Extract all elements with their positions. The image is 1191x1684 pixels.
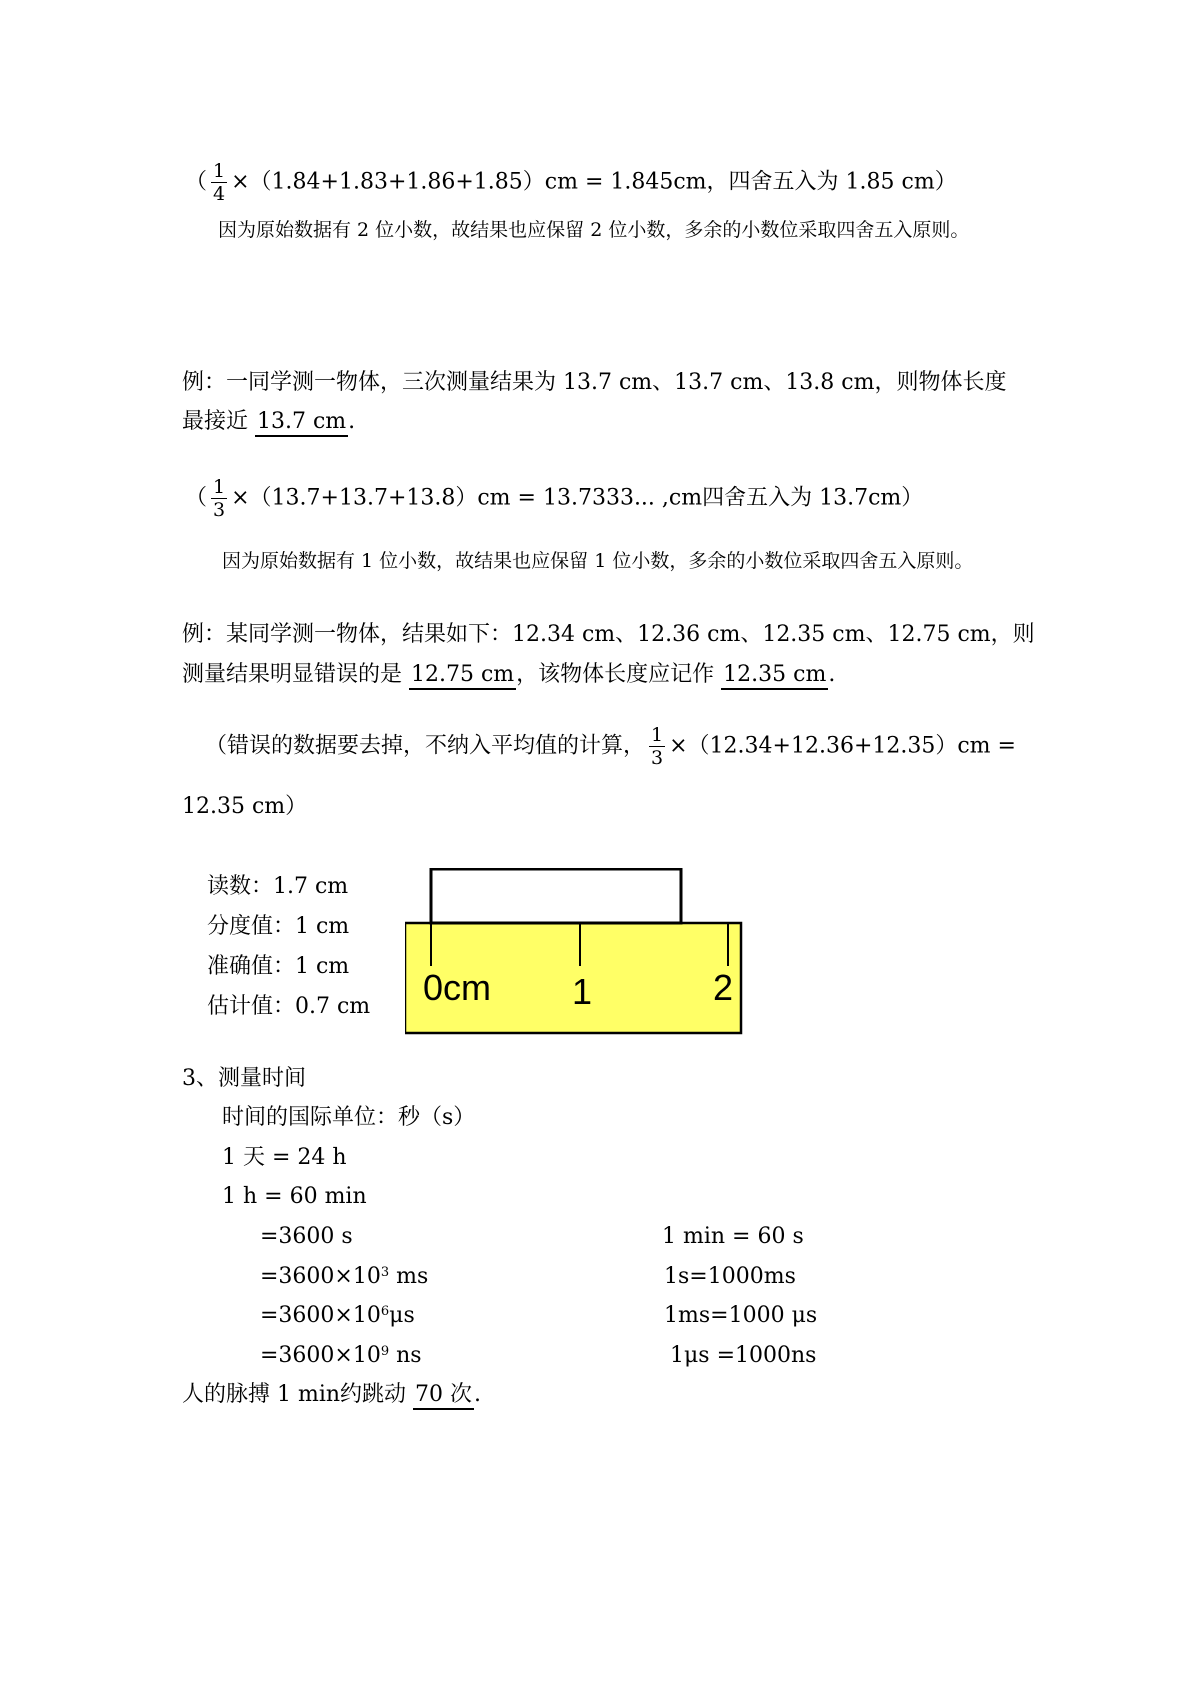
example2-note: （错误的数据要去掉，不纳入平均值的计算， $\frac{1}{3}$ ×（12.34+12.36+12.35）cm =	[205, 724, 1016, 769]
formula-average-four: （ $\frac{1}{4}$ ×（1.84+1.83+1.86+1.85）cm = 1.845cm，四舍五入为 1.85 cm）	[185, 160, 957, 205]
section-heading: 3、测量时间	[182, 1066, 306, 1091]
measured-object	[431, 869, 681, 923]
example2-wrong-answer: 12.75 cm	[409, 662, 516, 690]
fraction-one-third: $\frac{1}{3}$	[213, 476, 226, 521]
example1-question-line2: 最接近 13.7 cm.	[182, 407, 355, 437]
division-value: 分度值：1 cm	[207, 914, 350, 939]
fraction-one-fourth: $\frac{1}{4}$	[213, 160, 226, 205]
microsecond-conversion: 1μs =1000ns	[670, 1343, 817, 1368]
example1-question-line1: 例：一同学测一物体，三次测量结果为 13.7 cm、13.7 cm、13.8 cm，则物体长度	[182, 370, 1007, 395]
tick-label-2: 2	[713, 967, 734, 1008]
hour-conversion: 1 h = 60 min	[222, 1184, 367, 1209]
formula-average-three: （ $\frac{1}{3}$ ×（13.7+13.7+13.8）cm = 13.7333... ,cm四舍五入为 13.7cm）	[185, 476, 924, 521]
minute-conversion: 1 min = 60 s	[662, 1224, 804, 1249]
example2-question-line2: 测量结果明显错误的是 12.75 cm，该物体长度应记作 12.35 cm.	[182, 660, 835, 690]
example1-answer: 13.7 cm	[255, 409, 348, 437]
ruler-diagram	[405, 868, 745, 1048]
accurate-value: 准确值：1 cm	[207, 954, 350, 979]
tick-label-0: 0cm	[423, 967, 492, 1008]
day-conversion: 1 天 = 24 h	[222, 1145, 347, 1170]
millisecond-conversion: 1ms=1000 μs	[664, 1303, 818, 1328]
example2-value-answer: 12.35 cm	[721, 662, 828, 690]
estimated-value: 估计值：0.7 cm	[207, 994, 371, 1019]
pulse-answer: 70 次	[413, 1382, 474, 1410]
example2-note-result: 12.35 cm）	[182, 794, 308, 819]
hour-in-us: $=3600\times 10^6\mu s$	[260, 1303, 415, 1328]
hour-in-ms: $=3600\times 10^3$ ms	[260, 1264, 429, 1289]
si-unit-time: 时间的国际单位：秒（s）	[222, 1105, 476, 1130]
tick-label-1: 1	[572, 971, 593, 1012]
pulse-rate: 人的脉搏 1 min约跳动 70 次.	[182, 1380, 481, 1410]
rounding-reason-one-decimal: 因为原始数据有 1 位小数，故结果也应保留 1 位小数，多余的小数位采取四舍五入原则。	[222, 550, 974, 572]
reading-value: 读数：1.7 cm	[207, 874, 349, 899]
example2-question-line1: 例：某同学测一物体，结果如下：12.34 cm、12.36 cm、12.35 cm、12.75 cm，则	[182, 622, 1035, 647]
hour-in-seconds: =3600 s	[260, 1224, 353, 1249]
second-conversion: 1s=1000ms	[664, 1264, 796, 1289]
hour-in-ns: $=3600\times 10^9$ ns	[260, 1343, 422, 1368]
fraction-one-third-note: $\frac{1}{3}$	[651, 724, 664, 769]
rounding-reason-two-decimals: 因为原始数据有 2 位小数，故结果也应保留 2 位小数，多余的小数位采取四舍五入原则。	[218, 219, 970, 241]
